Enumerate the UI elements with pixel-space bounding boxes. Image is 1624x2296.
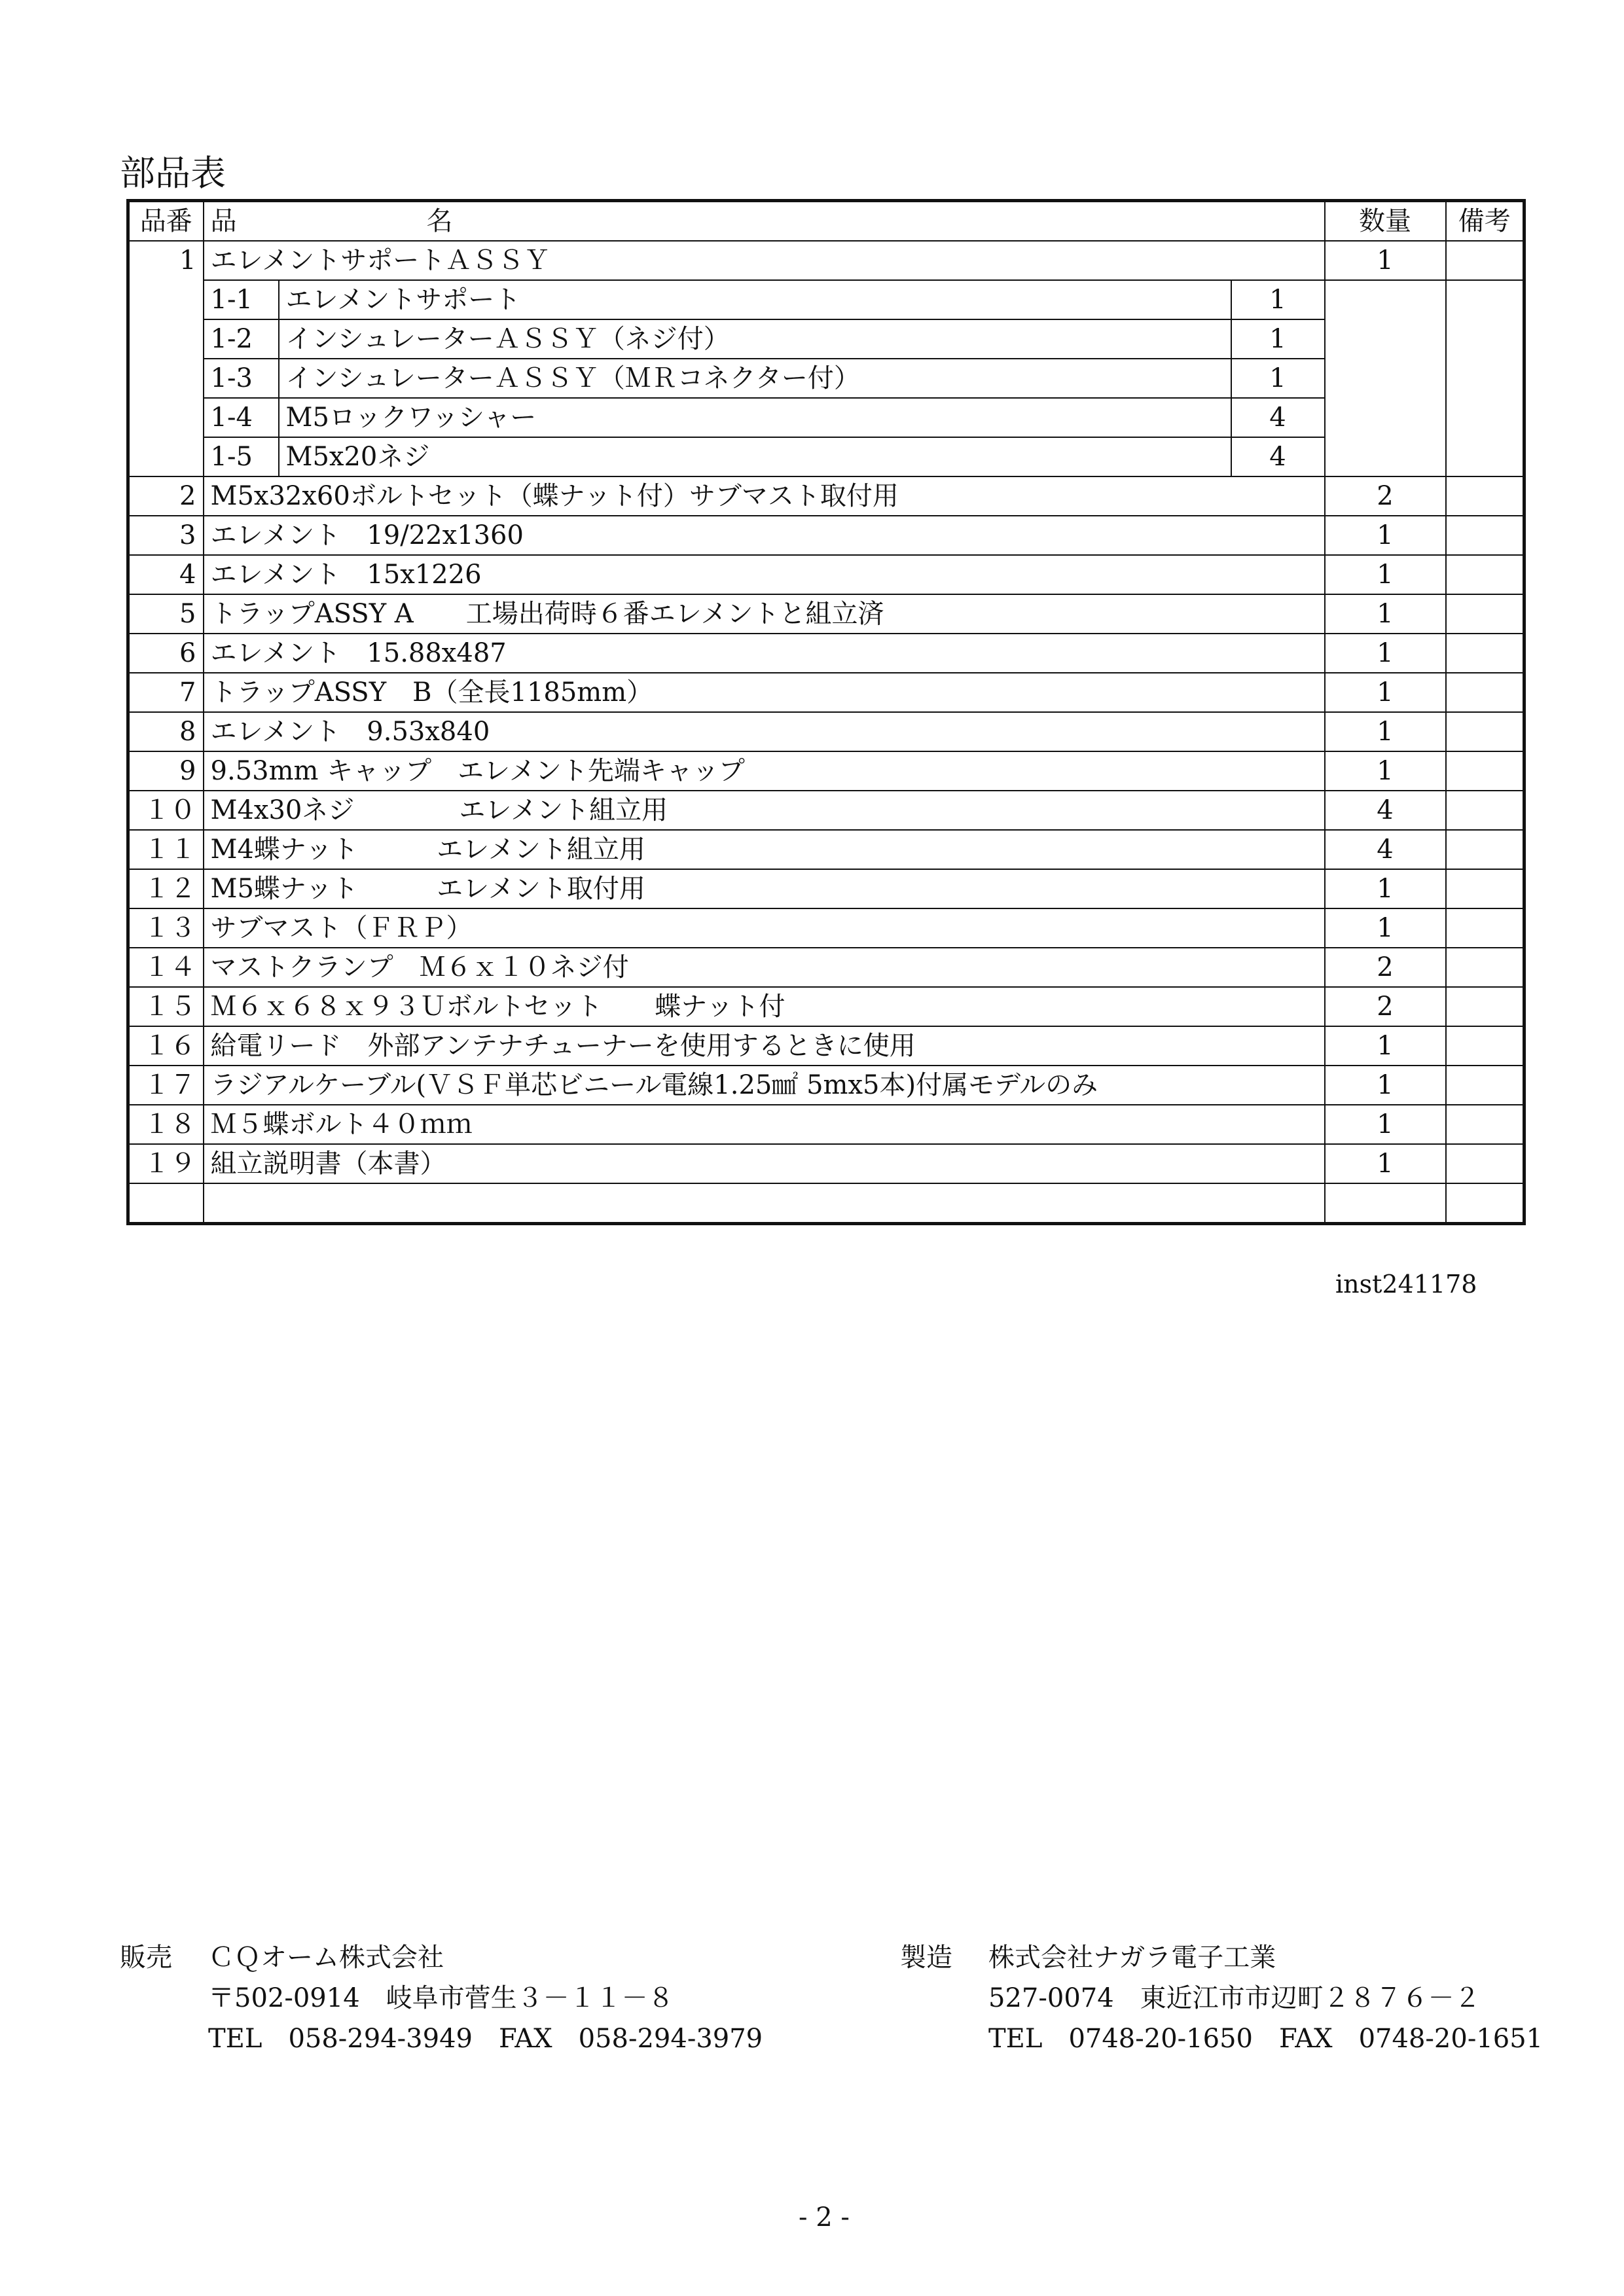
seller-phone: TEL 058-294-3949 FAX 058-294-3979 (208, 2024, 763, 2054)
subitem-qty-merged (1325, 280, 1446, 476)
item-note (1446, 241, 1525, 280)
item-name: マストクランプ Ｍ６ｘ１０ネジ付 (204, 948, 1325, 987)
item-no: １０ (128, 791, 204, 830)
item-qty: 1 (1325, 594, 1446, 634)
item-name: ラジアルケーブル(ＶＳＦ単芯ビニール電線1.25㎟ 5mx5本)付属モデルのみ (204, 1066, 1325, 1105)
item-qty: 1 (1325, 869, 1446, 908)
item-qty: 1 (1325, 555, 1446, 594)
subitem-qty: 1 (1231, 359, 1325, 398)
table-row (128, 712, 1525, 751)
item-qty: 4 (1325, 791, 1446, 830)
table-header-row (128, 201, 1525, 242)
item-no: 3 (128, 516, 204, 555)
item-name: M5蝶ナット エレメント取付用 (204, 869, 1325, 908)
item-note (1446, 791, 1525, 830)
item-name: サブマスト（ＦＲＰ） (204, 908, 1325, 948)
maker-phone: TEL 0748-20-1650 FAX 0748-20-1651 (988, 2024, 1543, 2054)
header-name: 品 名 (204, 201, 1325, 242)
document-code: inst241178 (1335, 1270, 1477, 1299)
table-row (128, 1026, 1525, 1066)
seller-info (120, 1937, 763, 2059)
item-note (1446, 673, 1525, 712)
item-qty: 2 (1325, 987, 1446, 1026)
table-row (128, 1105, 1525, 1144)
subitem-row (128, 398, 1525, 437)
item-name: エレメント 19/22x1360 (204, 516, 1325, 555)
item-no: １４ (128, 948, 204, 987)
subitem-name: インシュレーターＡＳＳＹ（ネジ付） (279, 319, 1231, 359)
item-name: トラップASSY B（全長1185mm） (204, 673, 1325, 712)
table-row (128, 1144, 1525, 1183)
subitem-note-merged (1446, 280, 1525, 476)
item-no: 4 (128, 555, 204, 594)
subitem-qty: 1 (1231, 280, 1325, 319)
item-qty: 2 (1325, 948, 1446, 987)
item-name: Ｍ６ｘ６８ｘ９３Ｕボルトセット 蝶ナット付 (204, 987, 1325, 1026)
item-qty: 1 (1325, 1105, 1446, 1144)
table-row (128, 830, 1525, 869)
page-number: - 2 - (799, 2202, 850, 2233)
subitem-name: エレメントサポート (279, 280, 1231, 319)
table-row (128, 1066, 1525, 1105)
item-note (1446, 594, 1525, 634)
item-qty: 1 (1325, 1066, 1446, 1105)
subitem-name: インシュレーターＡＳＳＹ（ＭＲコネクター付） (279, 359, 1231, 398)
parts-table (126, 199, 1526, 1225)
item-qty: 1 (1325, 516, 1446, 555)
maker-info (900, 1937, 1543, 2059)
header-no: 品番 (128, 201, 204, 242)
header-note: 備考 (1446, 201, 1525, 242)
table-row (128, 476, 1525, 516)
item-note (1446, 830, 1525, 869)
maker-address: 527-0074 東近江市市辺町２８７６－２ (988, 1983, 1481, 2013)
item-no: 7 (128, 673, 204, 712)
item-name: 組立説明書（本書） (204, 1144, 1325, 1183)
item-no: 6 (128, 634, 204, 673)
table-row (128, 241, 1525, 280)
subitem-no: 1-3 (204, 359, 279, 398)
empty-row (128, 1183, 1525, 1224)
item-no: １７ (128, 1066, 204, 1105)
item-qty: 4 (1325, 830, 1446, 869)
page-title: 部品表 (120, 152, 226, 194)
table-row (128, 634, 1525, 673)
item-no: １２ (128, 869, 204, 908)
item-no: １５ (128, 987, 204, 1026)
subitem-row (128, 437, 1525, 476)
item-qty: 1 (1325, 1026, 1446, 1066)
maker-company: 株式会社ナガラ電子工業 (988, 1943, 1276, 1973)
item-note (1446, 869, 1525, 908)
item-qty: 1 (1325, 673, 1446, 712)
item-name: 給電リード 外部アンテナチューナーを使用するときに使用 (204, 1026, 1325, 1066)
subitem-row (128, 319, 1525, 359)
item-note (1446, 751, 1525, 791)
item-no: 1 (128, 241, 204, 476)
table-row (128, 987, 1525, 1026)
item-no: １８ (128, 1105, 204, 1144)
table-row (128, 673, 1525, 712)
item-note (1446, 1144, 1525, 1183)
item-qty: 1 (1325, 1144, 1446, 1183)
table-row (128, 948, 1525, 987)
header-qty: 数量 (1325, 201, 1446, 242)
item-no: １９ (128, 1144, 204, 1183)
subitem-no: 1-4 (204, 398, 279, 437)
maker-label: 製造 (900, 1943, 952, 1973)
subitem-no: 1-5 (204, 437, 279, 476)
subitem-qty: 1 (1231, 319, 1325, 359)
table-row (128, 869, 1525, 908)
item-note (1446, 712, 1525, 751)
subitem-qty: 4 (1231, 398, 1325, 437)
item-name: エレメントサポートＡＳＳＹ (204, 241, 1325, 280)
table-row (128, 908, 1525, 948)
item-name: M4蝶ナット エレメント組立用 (204, 830, 1325, 869)
item-note (1446, 516, 1525, 555)
table-row (128, 555, 1525, 594)
item-no: 5 (128, 594, 204, 634)
seller-address: 〒502-0914 岐阜市菅生３－１１－８ (208, 1983, 674, 2013)
item-qty: 1 (1325, 712, 1446, 751)
item-no: 9 (128, 751, 204, 791)
table-row (128, 594, 1525, 634)
item-qty: 1 (1325, 751, 1446, 791)
item-note (1446, 1026, 1525, 1066)
item-no: １３ (128, 908, 204, 948)
table-row (128, 751, 1525, 791)
seller-company: ＣＱオーム株式会社 (208, 1943, 444, 1973)
item-name: エレメント 9.53x840 (204, 712, 1325, 751)
item-no: 8 (128, 712, 204, 751)
item-note (1446, 634, 1525, 673)
item-no: １１ (128, 830, 204, 869)
item-name: エレメント 15.88x487 (204, 634, 1325, 673)
item-note (1446, 948, 1525, 987)
item-note (1446, 908, 1525, 948)
item-no: 2 (128, 476, 204, 516)
subitem-name: M5ロックワッシャー (279, 398, 1231, 437)
item-name: M4x30ネジ エレメント組立用 (204, 791, 1325, 830)
item-qty: 1 (1325, 908, 1446, 948)
item-note (1446, 1066, 1525, 1105)
table-row (128, 516, 1525, 555)
item-qty: 1 (1325, 634, 1446, 673)
subitem-row (128, 359, 1525, 398)
table-row (128, 791, 1525, 830)
item-note (1446, 1105, 1525, 1144)
item-note (1446, 987, 1525, 1026)
item-name: M5x32x60ボルトセット（蝶ナット付）サブマスト取付用 (204, 476, 1325, 516)
item-note (1446, 476, 1525, 516)
item-qty: 2 (1325, 476, 1446, 516)
subitem-no: 1-1 (204, 280, 279, 319)
subitem-name: M5x20ネジ (279, 437, 1231, 476)
subitem-row (128, 280, 1525, 319)
item-name: トラップASSY A 工場出荷時６番エレメントと組立済 (204, 594, 1325, 634)
item-name: エレメント 15x1226 (204, 555, 1325, 594)
item-name: 9.53mm キャップ エレメント先端キャップ (204, 751, 1325, 791)
item-no: １６ (128, 1026, 204, 1066)
subitem-no: 1-2 (204, 319, 279, 359)
subitem-qty: 4 (1231, 437, 1325, 476)
item-note (1446, 555, 1525, 594)
item-name: Ｍ５蝶ボルト４０ｍｍ (204, 1105, 1325, 1144)
seller-label: 販売 (120, 1943, 172, 1973)
item-qty: 1 (1325, 241, 1446, 280)
